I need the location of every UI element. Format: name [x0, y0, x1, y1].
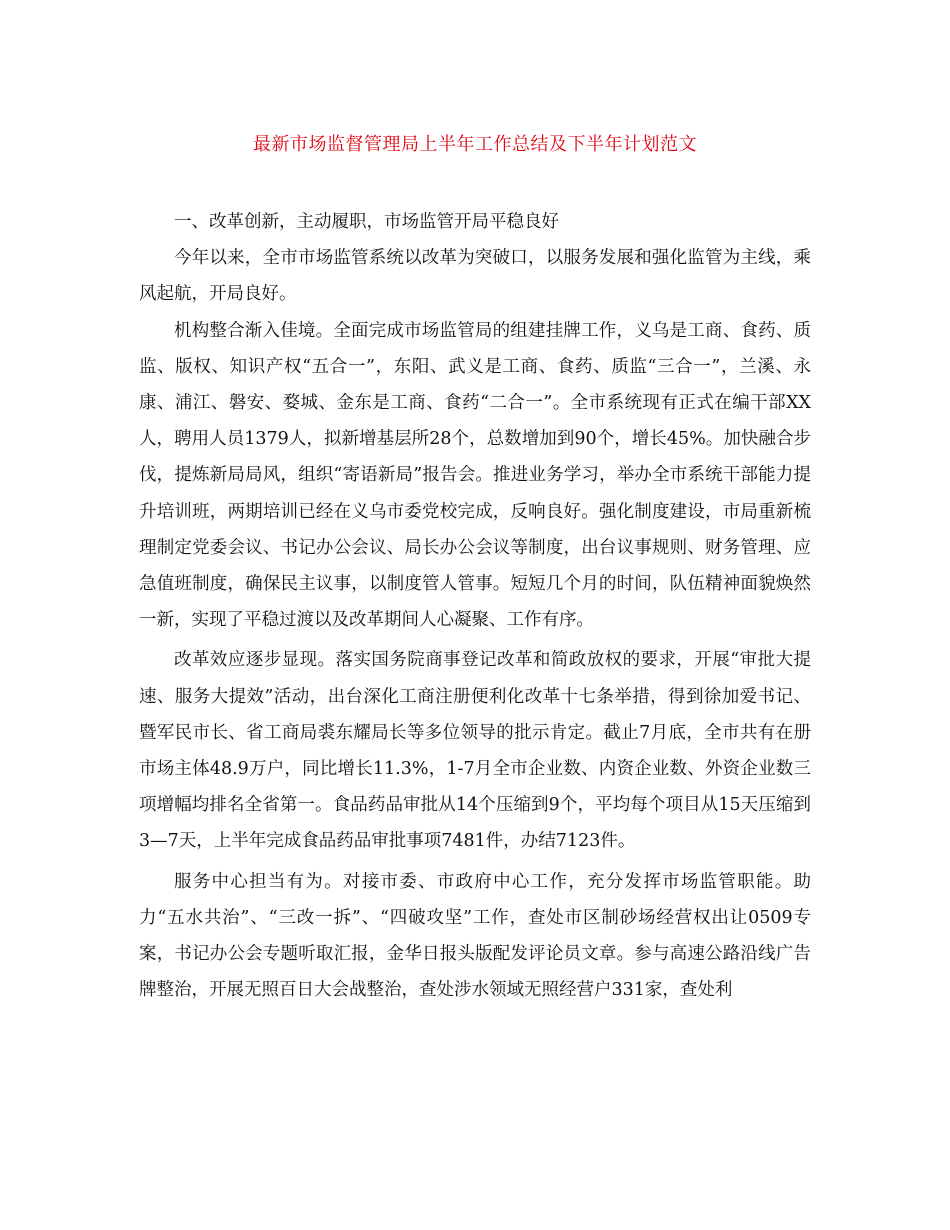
- paragraph-service-center: 服务中心担当有为。对接市委、市政府中心工作，充分发挥市场监管职能。助力“五水共治”、“三改一拆”、“四破攻坚”工作，查处市区制砂场经营权出让0509专案，书记办公会专题听取汇报，金华日报头版配发评论员文章。参与高速公路沿线广告牌整治，开展无照百日大会战整治，查处涉水领域无照经营户331家，查处利: [139, 871, 811, 1001]
- paragraph-intro: 今年以来，全市市场监管系统以改革为突破口，以服务发展和强化监管为主线，乘风起航，开局良好。: [139, 248, 811, 305]
- section-heading: 一、改革创新，主动履职，市场监管开局平稳良好: [174, 212, 559, 232]
- document-body: [139, 204, 811, 1008]
- document-title: 最新市场监督管理局上半年工作总结及下半年计划范文: [253, 134, 697, 155]
- paragraph-reform-effect: 改革效应逐步显现。落实国务院商事登记改革和简政放权的要求，开展“审批大提速、服务大提效”活动，出台深化工商注册便利化改革十七条举措，得到徐加爱书记、暨军民市长、省工商局裘东耀局长等多位领导的批示肯定。截止7月底，全市共有在册市场主体48.9万户，同比增长11.3%，1-7月全市企业数、内资企业数、外资企业数三项增幅均排名全省第一。食品药品审批从14个压缩到9个，平均每个项目从15天压缩到3—7天，上半年完成食品药品审批事项7481件，办结7123件。: [139, 650, 811, 852]
- paragraph-institution-integration: 机构整合渐入佳境。全面完成市场监管局的组建挂牌工作，义乌是工商、食药、质监、版权、知识产权“五合一”，东阳、武义是工商、食药、质监“三合一”，兰溪、永康、浦江、磐安、婺城、金东是工商、食药“二合一”。全市系统现有正式在编干部XX人，聘用人员1379人，拟新增基层所28个，总数增加到90个，增长45%。加快融合步伐，提炼新局局风，组织“寄语新局”报告会。推进业务学习，举办全市系统干部能力提升培训班，两期培训已经在义乌市委党校完成，反响良好。强化制度建设，市局重新梳理制定党委会议、书记办公会议、局长办公会议等制度，出台议事规则、财务管理、应急值班制度，确保民主议事，以制度管人管事。短短几个月的时间，队伍精神面貌焕然一新，实现了平稳过渡以及改革期间人心凝聚、工作有序。: [139, 320, 811, 631]
